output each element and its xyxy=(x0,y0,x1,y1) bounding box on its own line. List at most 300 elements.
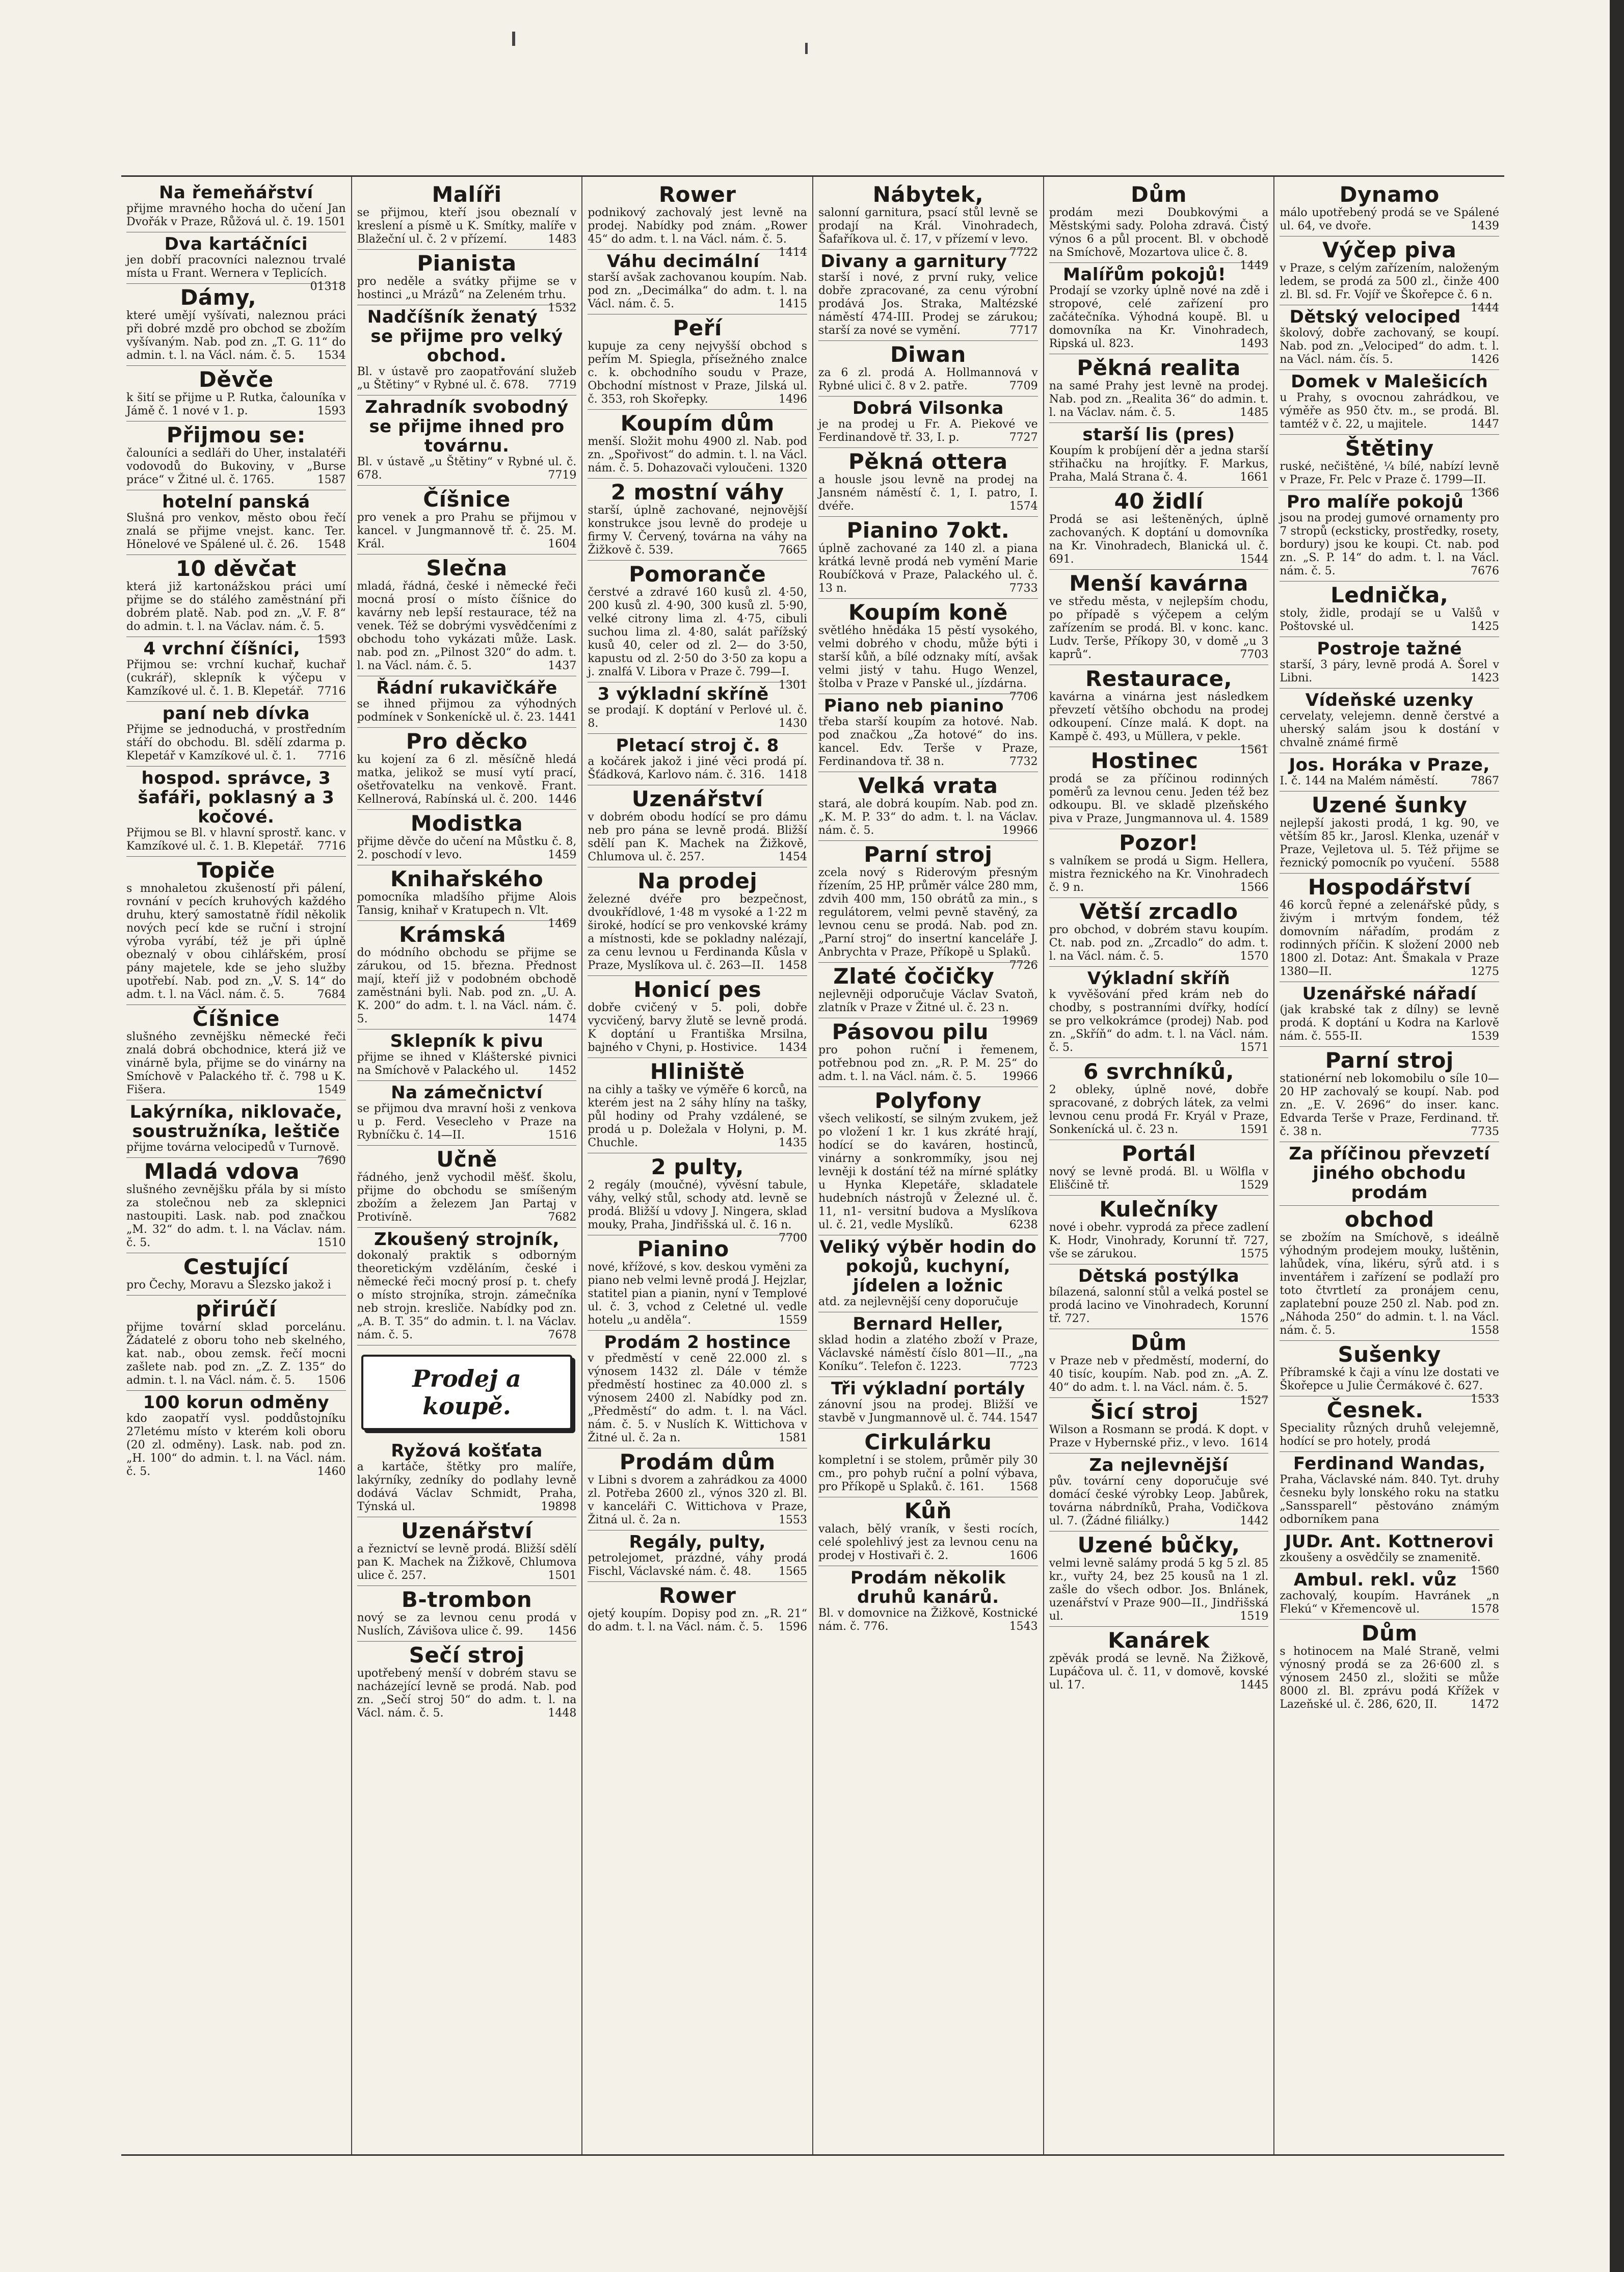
classified-ad xyxy=(588,410,807,479)
ad-body xyxy=(818,716,1038,769)
ad-text: zachovalý, koupím. Havránek „n Flekú“ v Křemencově ul. xyxy=(1280,1590,1500,1616)
ad-number: 7733 xyxy=(1009,582,1038,595)
ad-text: Prodají se vzorky úplně nové na zdě i stropové, celé zařízení pro začátečníka. Výhodná koupě. Bl. u domovníka na Kr. Vinohradech, Ripská ul. 823. xyxy=(1049,284,1269,350)
classifieds-page xyxy=(121,175,1504,2156)
ad-text: dokonalý praktik s odborným theoretickým vzděláním, české i německé řeči mocný prosí p. t. chefy o místo strojníka, strojn. zámečníka neb strojn. kresliče. Nabídky pod zn. „A. B. T. 35“ do admin. t. l. na Václav. nám. č. 5. xyxy=(357,1249,577,1341)
ad-body xyxy=(1049,1221,1269,1261)
ad-text: dobře cvičený v 5. poli, dobře vycvičený, barvy žlutě se levně prodá. K doptání u Františka Mrsilna, bajného v Chyni, p. Hostivice. xyxy=(588,1001,808,1054)
ad-body xyxy=(588,340,807,406)
ad-heading: Restaurace, xyxy=(1085,666,1233,691)
ad-body xyxy=(1280,1366,1500,1406)
ad-heading: paní neb dívka xyxy=(162,703,310,724)
ad-heading: Hliniště xyxy=(650,1059,745,1084)
ad-heading: Knihařského xyxy=(390,866,544,891)
ad-body xyxy=(818,988,1038,1027)
ad-heading: Výčep piva xyxy=(1322,237,1457,262)
ad-heading: Vídeňské uzenky xyxy=(1305,690,1474,710)
ad-number: 7735 xyxy=(1471,1125,1500,1138)
classified-ad xyxy=(357,305,577,395)
ad-text: starší, úplně zachované, nejnovější konstrukce jsou levně do prodeje u firmy V. Červený, továrna na váhy na Žižkově č. 539. xyxy=(588,504,808,557)
ad-body xyxy=(1049,1557,1269,1623)
ad-number: 7717 xyxy=(1009,324,1038,337)
classified-ad xyxy=(357,1517,577,1586)
ad-text: sklad hodin a zlatého zboží v Praze, Václavské náměstí číslo 801—II., „na Koníku“. Telefon č. 1223. xyxy=(818,1334,1038,1373)
ad-body xyxy=(1280,1590,1499,1616)
ad-heading: Pianino 7okt. xyxy=(846,518,1010,543)
ad-body xyxy=(357,946,577,1026)
ad-body xyxy=(1280,658,1499,685)
classified-ad xyxy=(588,1153,808,1245)
ad-heading: B-trombon xyxy=(401,1587,533,1612)
classified-ad xyxy=(126,702,346,767)
ad-body xyxy=(818,866,1038,972)
ad-heading: Za nejlevnější xyxy=(1089,1455,1229,1475)
ad-text: podnikový zachovalý jest levně na prodej. Nabídky pod znám. „Rower 45“ do adm. t. l. na Václ. nám. č. 5. xyxy=(588,206,808,246)
ad-number: 1560 xyxy=(1471,1565,1500,1577)
ad-heading: Hostinec xyxy=(1090,748,1199,773)
ad-number: 1439 xyxy=(1471,220,1500,232)
classified-ad xyxy=(357,395,577,486)
ad-body xyxy=(126,723,346,763)
ad-body xyxy=(1280,899,1499,979)
ad-heading: Dětský velociped xyxy=(1289,307,1461,327)
ad-text: se přijmou, kteří jsou obeznalí v kreslení a písmě u K. Smítky, malíře v Blažeční ul. č. 2 v přízemí. xyxy=(357,206,577,246)
ad-body xyxy=(818,473,1038,513)
ad-text: stoly, židle, prodají se u Valšů v Poštovské ul. xyxy=(1280,607,1500,633)
ad-number: 1539 xyxy=(1471,1030,1500,1043)
ad-body xyxy=(357,1461,577,1514)
ad-number: 19966 xyxy=(1002,1070,1038,1083)
classified-ad xyxy=(357,865,577,930)
ad-body xyxy=(588,1084,807,1150)
ad-heading: Na prodej xyxy=(637,868,758,893)
ad-body xyxy=(357,580,577,673)
classified-ad xyxy=(588,785,807,867)
ad-text: která již kartonážskou práci umí přijme se do stálého zaměstnání při dobrém platě. Nab. pod zn. „V. F. 8“ do admin. t. l. na Václav. nám. č. 5. xyxy=(126,580,346,633)
ad-heading: Uzenářství xyxy=(631,786,763,811)
ad-text: s hotinocem na Malé Straně, velmi výnosný prodá se za 26·600 zl. s výnosem 2450 zl., složiti se může 8000 zl. Bl. zprávu podá Křížek v Lazeňské ul. č. 286, 620, II. xyxy=(1280,1645,1500,1711)
ad-body xyxy=(588,1607,807,1634)
classified-ad xyxy=(588,561,808,692)
ad-text: přijme se ihned v Klášterské pivnici na Smíchově v Palackého ul. xyxy=(357,1051,577,1077)
classified-ad xyxy=(1280,490,1499,582)
ad-number: 1561 xyxy=(1240,744,1269,756)
ad-text: Prodá se asi lešteněných, úplně zachovaných. K doptání u domovníka na Kr. Vinohradech, Blanická ul. č. 691. xyxy=(1049,513,1269,566)
ad-number: 7716 xyxy=(317,685,346,698)
ad-body xyxy=(357,891,577,930)
ad-body xyxy=(1049,1166,1269,1192)
ad-text: nové i obehr. vyprodá za přece zadlení K. Hodr, Vinohrady, Korunní tř. 727, vše se zárukou. xyxy=(1049,1221,1269,1260)
ad-heading: Nábytek, xyxy=(872,182,984,207)
ad-text: a kočárek jakož i jiné věci prodá pí. Šťádková, Karlovo nám. č. 316. xyxy=(588,755,808,781)
ad-body xyxy=(588,504,807,557)
ad-number: 1543 xyxy=(1009,1620,1038,1633)
ad-number: 7690 xyxy=(317,1154,346,1167)
ad-body xyxy=(126,391,346,418)
classified-ad xyxy=(1280,791,1499,874)
ad-text: stará, ale dobrá koupím. Nab. pod zn. „K. M. P. 33“ do adm. t. l. na Václav. nám. č. 5. xyxy=(818,798,1038,837)
ad-number: 1501 xyxy=(548,1569,577,1582)
ad-body xyxy=(818,624,1038,703)
ad-body xyxy=(1280,1231,1499,1337)
ad-body xyxy=(588,1001,807,1054)
classified-ad xyxy=(126,1100,346,1167)
ad-number: 7700 xyxy=(779,1232,808,1245)
classified-ad xyxy=(818,1566,1038,1636)
ad-text: za 6 zl. prodá A. Hollmannová v Rybné ulici č. 8 v 2. patře. xyxy=(818,366,1038,392)
ad-body xyxy=(1280,327,1499,366)
classified-ad xyxy=(1280,1047,1499,1142)
ad-number: 1532 xyxy=(548,302,577,314)
ad-body xyxy=(588,206,808,259)
ad-body xyxy=(1049,513,1269,566)
ad-number: 1581 xyxy=(779,1432,808,1444)
ad-heading: Jos. Horáka v Praze, xyxy=(1289,755,1490,775)
ad-body xyxy=(1049,1286,1269,1326)
ad-heading: Číšnice xyxy=(423,487,511,512)
ad-number: 19969 xyxy=(1002,1015,1038,1027)
ad-body xyxy=(818,1398,1038,1425)
ad-heading: Pozor! xyxy=(1119,830,1199,855)
classified-ad xyxy=(818,397,1038,448)
ad-number: 1519 xyxy=(1240,1610,1269,1623)
ad-text: a řeznictví se levně prodá. Bližší sdělí pan K. Machek na Žižkově, Chlumova ulice č. 257. xyxy=(357,1543,577,1582)
classified-ad xyxy=(588,734,807,785)
ad-body xyxy=(1280,206,1499,233)
ad-number: 1496 xyxy=(779,393,808,406)
ad-heading: Dobrá Vilsonka xyxy=(852,398,1004,418)
classified-ad xyxy=(1280,689,1499,753)
ad-heading: 2 pulty, xyxy=(651,1154,744,1179)
ad-text: málo upotřebený prodá se ve Spálené ul. 64, ve dvoře. xyxy=(1280,206,1500,232)
ad-heading: Za příčinou převzetí jiného obchodu prodám xyxy=(1289,1144,1490,1203)
ad-text: se zbožím na Smíchově, s ideálně výhodným prodejem mouky, luštěnin, lahůdek, vína, likéru, sýrů atd. i s inventářem i zařízení se podlaží pro toto čtvrtletí za pronájem cenu, zaplatební pouze 250 zl. Nab. pod zn. „Náhoda 250“ do admin. t. l. na Václ. nám. č. 5. xyxy=(1280,1231,1500,1337)
ad-heading: Kůň xyxy=(904,1498,952,1523)
ad-number: 1301 xyxy=(779,679,808,692)
ad-text: a housle jsou levně na prodej na Jansném náměstí č. 1, I. patro, I. dvéře. xyxy=(818,473,1038,513)
ad-column xyxy=(352,177,583,2154)
ad-heading: Pro děcko xyxy=(406,729,528,754)
ad-heading: Zkoušený strojník, xyxy=(374,1229,560,1250)
ad-text: nové, křížové, s kov. deskou vyměni za piano neb velmi levně prodá J. Hejzlar, statitel pian a pianin, nyní v Templové ul. č. 3, vchod z Celetné ul. vedle hotelu „u anděla“. xyxy=(588,1261,808,1327)
ad-text: pro Čechy, Moravu a Slezsko jakož i xyxy=(126,1279,331,1291)
classified-ad xyxy=(818,841,1038,972)
ad-heading: Dva kartáčníci xyxy=(164,234,308,254)
ad-text: do módního obchodu se přijme se zárukou, od 15. března. Přednost mají, kteří již v podobném obchodě zaměstnáni byli. Nab. pod zn. „U. A. K. 200“ do adm. t. l. na Václ. nám. č. 5. xyxy=(357,946,577,1025)
ad-body xyxy=(818,366,1038,393)
classified-ad xyxy=(126,555,346,646)
classified-ad xyxy=(1049,1627,1269,1695)
classified-ad xyxy=(1049,1329,1269,1407)
ad-heading: Lednička, xyxy=(1330,583,1449,607)
classified-ad xyxy=(1049,829,1269,898)
ad-number: 1565 xyxy=(779,1565,808,1578)
ad-body xyxy=(126,1031,346,1097)
ad-body xyxy=(1049,1084,1269,1137)
ad-heading: Nadčíšník ženatý se přijme pro velký obchod. xyxy=(367,307,563,366)
ad-number: 1570 xyxy=(1240,950,1269,963)
ad-text: Přijmou se Bl. v hlavní sprostř. kanc. v Kamzíkové ul. č. 1. B. Klepetář. xyxy=(126,827,346,853)
ad-text: železné dvéře pro bezpečnost, dvoukřídlové, 1·48 m vysoké a 1·22 m široké, hodící se pro venkovské krámy a místnosti, kde se pokladny nalézají, za cenu levnou u Ferdinanda Kůsla v Praze, Myslíkova ul. č. 263—II. xyxy=(588,893,808,972)
ad-number: 1456 xyxy=(548,1625,577,1637)
ad-text: čerstvé a zdravé 160 kusů zl. 4·50, 200 kusů zl. 4·90, 300 kusů zl. 5·90, velké citrony lima zl. 4·75, cibuli suchou lima zl. 4·80, salát pařížský kusů 40, celer od zl. 2— do 3·50, kapustu od zl. 2·50 do 3·50 za kopu a j. znalfá V. Libora v Praze č. 799—I. xyxy=(588,586,808,678)
ad-number: 5588 xyxy=(1471,857,1500,869)
classified-ad xyxy=(1280,637,1499,689)
ad-heading: Domek v Malešicích xyxy=(1291,372,1488,392)
classified-ad xyxy=(1049,747,1269,829)
ad-heading: Topiče xyxy=(197,858,275,883)
ad-body xyxy=(126,202,346,229)
ad-heading: Výkladní skříň xyxy=(1087,968,1231,989)
classified-ad xyxy=(588,976,807,1058)
ad-number: 1435 xyxy=(779,1137,808,1149)
ad-heading: Mladá vdova xyxy=(144,1159,300,1184)
ad-body xyxy=(357,1102,577,1142)
ad-body xyxy=(357,698,577,724)
ad-text: zcela nový s Riderovým přesným řízením, 25 HP, průměr válce 280 mm, zdvih 400 mm, 150 obrátů za min., s regulátorem, velmi pevně stavěný, za levnou cenu se prodá. Nab. pod zn. „Parní stroj“ do insertní kanceláře J. Anbrychta v Praze, Příkopě u Splaků. xyxy=(818,866,1038,959)
ad-number: 1533 xyxy=(1471,1393,1500,1406)
ad-body xyxy=(588,811,807,864)
ad-heading: Bernard Heller, xyxy=(853,1314,1004,1334)
ad-heading: Regály, pulty, xyxy=(629,1532,766,1552)
ad-body xyxy=(1280,1003,1499,1043)
ad-text: Přijmou se: vrchní kuchař, kuchař (cukrář), sklepník k výčepu v Kamzíkové ul. č. 1. B. Klepetář. xyxy=(126,658,346,698)
classified-ad xyxy=(357,181,577,250)
ad-text: zpěvák prodá se levně. Na Žižkově, Lupáčova ul. č. 11, v domově, kovské ul. 17. xyxy=(1049,1652,1269,1692)
ad-text: k šití se přijme u P. Rutka, čalouníka v Jámě č. 1 nové v 1. p. xyxy=(126,391,346,417)
page-edge xyxy=(1610,0,1624,2272)
ad-text: slušného zevnějšku německé řeči znalá dobrá obchodnice, která již ve vinárně byla, přijme se do vinárny na Smíchově v Palackého tř. č. 798 u K. Fišera. xyxy=(126,1031,346,1096)
ad-heading: Velká vrata xyxy=(858,773,998,798)
ad-text: v Libni s dvorem a zahrádkou za 4000 zl. Potřeba 2600 zl., výnos 320 zl. Bl. v kanceláři C. Wittichova v Praze, Žitná ul. č. 2a n. xyxy=(588,1474,808,1526)
ad-text: jsou na prodej gumové ornamenty pro 7 stropů (ecksticky, prostředky, rosety, bordury) jsou ke koupi. Ct. nab. pod zn. „S. P. 14“ do adm. t. l. na Václ. nám. č. 5. xyxy=(1280,512,1500,577)
ad-number: 1547 xyxy=(1009,1412,1038,1424)
ad-heading: Pletací stroj č. 8 xyxy=(616,735,779,756)
classified-ad xyxy=(1280,435,1500,499)
ad-text: zkoušeny a osvědčily se znamenitě. xyxy=(1280,1551,1481,1564)
ad-heading: 10 děvčat xyxy=(175,556,297,581)
ad-text: Praha, Václavské nám. 840. Tyt. druhy česneku byly lonského roku na statku „Sanssparell“ pěstováno známým odborníkem pana xyxy=(1280,1473,1500,1526)
ad-text: ruské, nečištěné, ¼ bílé, nabízí levně v Praze, Fr. Pelc v Praze č. 1799—II. xyxy=(1280,460,1500,486)
classified-ad xyxy=(126,767,346,857)
ad-number: 7684 xyxy=(317,988,346,1001)
ad-text: pův. tovární ceny doporučuje své domácí české výrobky Leop. Jabůrek, továrna nábrdníků, Praha, Vodičkova ul. 7. (Žádné filiálky.) xyxy=(1049,1475,1269,1527)
ad-body xyxy=(818,271,1038,337)
classified-ad xyxy=(1049,488,1269,570)
classified-ad xyxy=(357,921,577,1029)
ad-body xyxy=(1280,710,1499,750)
ad-number: 1320 xyxy=(779,462,808,474)
ad-heading: Tři výkladní portály xyxy=(831,1379,1025,1399)
ad-number: 19898 xyxy=(541,1500,577,1513)
ad-body xyxy=(1049,923,1269,963)
ad-text: Příbramské k čaji a vínu lze dostati ve Škořepce u Julie Čermákové č. 627. xyxy=(1280,1366,1500,1392)
ad-number: 7706 xyxy=(1009,691,1038,703)
ad-heading: Pomoranče xyxy=(629,562,766,587)
ad-number: 1606 xyxy=(1009,1549,1038,1562)
ad-column xyxy=(1274,177,1504,2154)
ad-heading: Dynamo xyxy=(1339,182,1440,207)
ad-number: 1472 xyxy=(1471,1698,1500,1711)
ad-body xyxy=(1280,775,1499,788)
classified-ad xyxy=(1049,263,1269,354)
classified-ad xyxy=(588,1331,807,1448)
ad-heading: Uzené bůčky, xyxy=(1077,1533,1240,1557)
ad-body xyxy=(1280,817,1499,870)
classified-ad xyxy=(1280,1341,1500,1406)
classified-ad xyxy=(818,341,1038,397)
ad-number: 1529 xyxy=(1240,1179,1269,1192)
classified-ad xyxy=(818,1087,1038,1235)
classified-ad xyxy=(1049,1398,1269,1454)
ad-number: 1589 xyxy=(1240,812,1269,825)
ad-number: 1449 xyxy=(1240,259,1269,272)
ad-number: 1426 xyxy=(1471,353,1500,366)
classified-ad xyxy=(588,479,807,561)
classified-ad xyxy=(357,486,577,554)
ad-text: 2 regály (moučné), vývěsní tabule, váhy, velký stůl, schody atd. levně se prodá. Bližší u vdovy J. Ningera, sklad mouky, Praha, Jindřišská ul. č. 16 n. xyxy=(588,1179,808,1231)
classified-ad xyxy=(1049,1140,1269,1196)
ad-text: kupuje za ceny nejvyšší obchod s peřím M. Spiegla, přísežného znalce c. k. obchodního soudu v Praze, Obchodní místnost v Praze, Jilská ul. č. 353, roh Skořepky. xyxy=(588,340,808,406)
ad-body xyxy=(126,658,346,698)
ad-number: 1593 xyxy=(317,405,346,417)
ad-body xyxy=(588,1261,807,1327)
ad-heading: Pěkná realita xyxy=(1077,355,1241,380)
ad-body xyxy=(818,1296,1038,1309)
ad-heading: Pěkná ottera xyxy=(848,449,1008,474)
classified-ad xyxy=(1280,1396,1499,1452)
ad-text: s valníkem se prodá u Sigm. Hellera, mistra řeznického na Kr. Vinohradech č. 9 n. xyxy=(1049,855,1269,894)
ad-body xyxy=(1280,1645,1499,1711)
ad-heading: JUDr. Ant. Kottnerovi xyxy=(1285,1531,1494,1552)
ad-text: ku kojení za 6 zl. měsíčně hledá matka, jelikož se musí vytí prací, ošetřovatelku na venkově. Frant. Kellnerová, Rabínská ul. č. 200. xyxy=(357,753,577,806)
ad-body xyxy=(1049,855,1269,894)
ad-number: 1604 xyxy=(548,538,577,550)
classified-ad xyxy=(1049,570,1269,665)
ad-body xyxy=(1049,380,1269,419)
ad-number: 1575 xyxy=(1240,1248,1269,1260)
classified-ad xyxy=(588,1582,807,1637)
ad-text: zánovní jsou na prodej. Bližší ve stavbě v Jungmannově ul. č. 744. xyxy=(818,1398,1038,1424)
ad-text: nejlepší jakosti prodá, 1 kg. 90, ve větším 85 kr., Jarosl. Klenka, uzenář v Praze, Vejletova ul. 5. Též přijme se řeznický pomocník po vyučení. xyxy=(1280,817,1500,869)
ad-heading: Pianista xyxy=(417,251,517,276)
ad-body xyxy=(126,882,346,1001)
ad-text: starší i nové, z první ruky, velice dobře zpracované, za cenu výrobní prodává Jos. Straka, Maltézské náměstí 474-III. Prodej se zárukou; starší za nové se vymění. xyxy=(818,271,1038,337)
ad-heading: Cestující xyxy=(183,1254,289,1279)
ad-heading: Portál xyxy=(1121,1141,1196,1166)
ad-number: 1596 xyxy=(779,1621,808,1633)
ad-text: cervelaty, velejemn. denně čerstvé a uherský salám jsou k dostání v chvalně známé firmě xyxy=(1280,710,1500,749)
ad-text: přijme děvče do učení na Můstku č. 8, 2. poschodí v levo. xyxy=(357,835,577,861)
ad-text: mladá, řádná, české i německé řeči mocná prosí o místo číšnice do kavárny neb lepší restaurace, též na venek. Též se dobrými vysvědčeními z obchodu toho vykázati může. Lask. nab. pod zn. „Pilnost 320“ do adm. t. l. na Václ. nám. č. 5. xyxy=(357,580,577,672)
classified-ad xyxy=(1049,967,1269,1058)
ad-body xyxy=(588,1474,807,1527)
ad-number: 1614 xyxy=(1240,1437,1269,1449)
ad-body xyxy=(1049,206,1269,272)
ad-number: 1661 xyxy=(1240,471,1269,484)
ad-body xyxy=(126,309,346,362)
section-banner: Prodej a koupě. xyxy=(361,1355,573,1430)
ad-number: 1587 xyxy=(317,473,346,486)
classified-ad xyxy=(357,810,577,865)
ad-body xyxy=(357,1667,577,1720)
classified-ad xyxy=(1280,305,1499,370)
ad-heading: Učně xyxy=(436,1147,497,1172)
ad-number: 7676 xyxy=(1471,565,1500,577)
classified-ad xyxy=(1280,1142,1499,1206)
classified-ad xyxy=(818,1429,1038,1497)
ad-text: Přijme se jednoduchá, v prostředním stáří do obchodu. Bl. sdělí zdarma p. Klepetář v Kamzíkové ul. č. 1. xyxy=(126,723,346,762)
ad-text: přijme továrna velocipedů v Turnově. xyxy=(126,1141,339,1154)
ad-text: čalouníci a sedláři do Uher, instalatéři vodovodů do Bukoviny, v „Burse práce“ v Žitné ul. č. 1765. xyxy=(126,447,346,486)
ad-number: 1452 xyxy=(548,1064,577,1077)
ad-text: pro pohon ruční i řemenem, potřebnou pod zn. „R. P. M. 25“ do adm. t. l. na Václ. nám. č. 5. xyxy=(818,1044,1038,1083)
classified-ad xyxy=(818,517,1038,599)
classified-ad xyxy=(818,1377,1038,1429)
ad-body xyxy=(357,456,577,482)
ad-number: 1445 xyxy=(1240,1679,1269,1692)
classified-ad xyxy=(818,448,1038,517)
ad-body xyxy=(1280,1551,1500,1577)
ad-heading: Zahradník svobodný se přijme ihned pro továrnu. xyxy=(365,397,569,456)
ad-heading: Dětská postýlka xyxy=(1078,1266,1240,1286)
ad-body xyxy=(1280,1072,1499,1139)
ad-text: nejlevněji odporučuje Václav Svatoň, zlatník v Praze v Žitné ul. č. 23 n. xyxy=(818,988,1038,1014)
ad-heading: Koupím koně xyxy=(848,600,1008,625)
ad-text: salonní garnitura, psací stůl levně se prodají na Král. Vinohradech, Šafaříkova ul. č. 17, v přízemí v levo. xyxy=(818,206,1038,246)
ad-number: 1275 xyxy=(1471,965,1500,978)
ad-number: 1571 xyxy=(1240,1041,1269,1054)
ad-heading: Ambul. rekl. vůz xyxy=(1293,1570,1457,1590)
ad-heading: Polyfony xyxy=(874,1088,982,1113)
ad-number: 1414 xyxy=(779,246,808,259)
page-mark xyxy=(512,32,515,46)
classified-ad xyxy=(126,232,346,293)
ad-number: 1485 xyxy=(1240,406,1269,419)
ad-heading: Parní stroj xyxy=(1325,1048,1454,1073)
ad-body xyxy=(818,1607,1038,1633)
classified-ad xyxy=(126,490,346,555)
ad-heading: Sklepník k pivu xyxy=(390,1031,544,1051)
classified-ad xyxy=(588,1058,807,1153)
ad-text: I. č. 144 na Malém náměstí. xyxy=(1280,775,1439,787)
ad-heading: Pianino xyxy=(637,1236,729,1261)
ad-number: 1558 xyxy=(1471,1324,1500,1337)
ad-heading: Modistka xyxy=(410,811,523,836)
ad-heading: Lakýrníka, niklovače, soustružníka, leštiče xyxy=(129,1102,343,1142)
ad-text: 2 obleky, úplně nové, dobře spracované, z dobrých látek, za velmi levnou cenu prodá Fr. Kryál v Praze, Sonkenícká ul. č. 23 n. xyxy=(1049,1084,1269,1136)
ad-text: stationérní neb lokomobilu o síle 10—20 HP zachovalý se koupí. Nab. pod zn. „E. V. 2696“ do inser. kanc. Edvarda Terše v Praze, Ferdinand. tř. č. 38 n. xyxy=(1280,1072,1500,1138)
ad-text: a kartáče, štětky pro malíře, lakýrníky, zedníky do podlahy levně dodává Václav Schmidt, Praha, Týnská ul. xyxy=(357,1461,577,1513)
classified-ad xyxy=(357,554,577,676)
ad-body xyxy=(1049,1475,1269,1528)
classified-ad xyxy=(357,1029,577,1081)
classified-ad xyxy=(588,1448,807,1530)
ad-number: 1544 xyxy=(1240,553,1269,566)
ad-text: se přijmou dva mravní hoši z venkova u p. Ferd. Vesecleho v Praze na Rybníčku č. 14—II. xyxy=(357,1102,577,1142)
ad-body xyxy=(818,206,1038,259)
ad-body xyxy=(126,1141,346,1167)
ad-text: nový se levně prodá. Bl. u Wölfla v Eliščině tř. xyxy=(1049,1166,1269,1192)
ad-column xyxy=(813,177,1044,2154)
ad-text: na cihly a tašky ve výměře 6 korců, na kterém jest na 2 sáhy hlíny na tašky, půl hodiny od Prahy vzdálené, se prodá u p. Doležala v Holyni, p. M. Chuchle. xyxy=(588,1084,808,1149)
ad-body xyxy=(588,271,807,311)
ad-heading: obchod xyxy=(1344,1207,1434,1232)
ad-text: velmi levně salámy prodá 5 kg 5 zl. 85 kr., vuřty 24, bez 25 kousů na 1 zl. zašle do všech odbor. Jos. Bnlánek, uzenářství v Praze 900—II., Jindřišská ul. xyxy=(1049,1557,1269,1623)
classified-ad xyxy=(818,1312,1038,1377)
classified-ad xyxy=(357,728,577,810)
ad-number: 7722 xyxy=(1009,246,1038,259)
